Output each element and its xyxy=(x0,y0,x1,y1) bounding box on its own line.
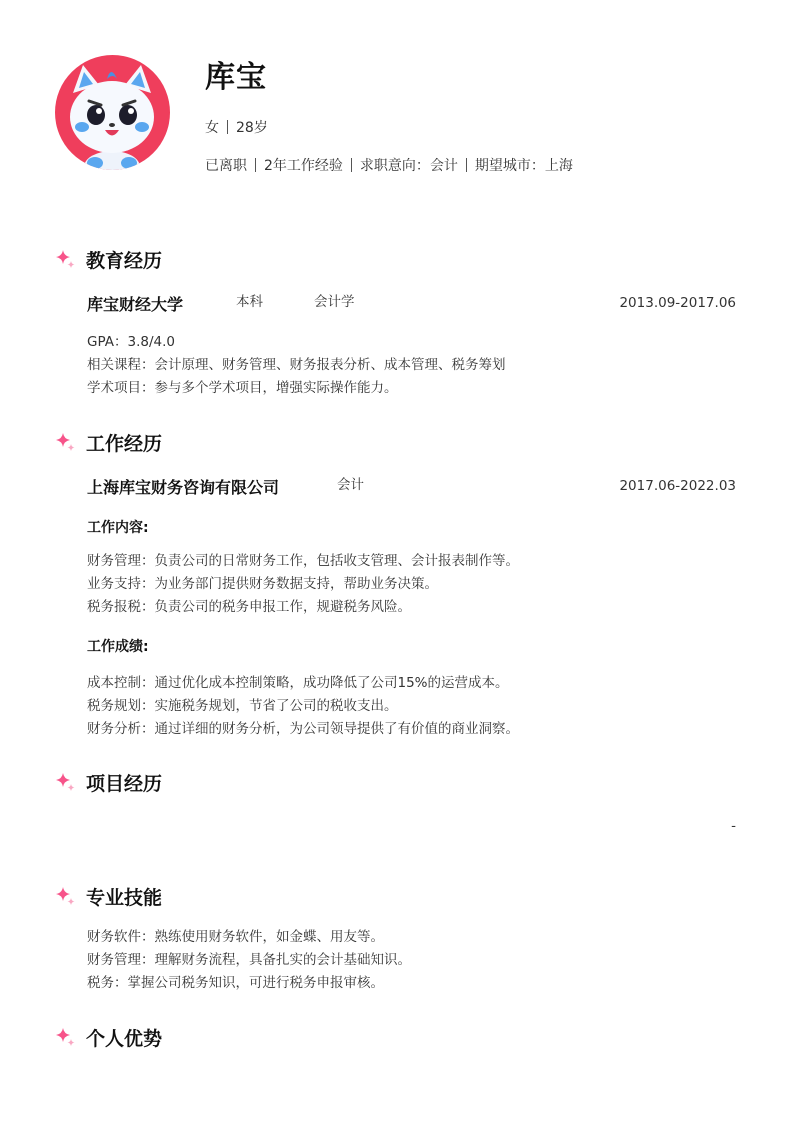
work-content-item: 财务管理：负责公司的日常财务工作，包括收支管理、会计报表制作等。 xyxy=(87,553,519,569)
company-name: 上海库宝财务咨询有限公司 xyxy=(87,478,280,497)
education-date: 2013.09-2017.06 xyxy=(619,295,736,311)
work-content-heading: 工作内容: xyxy=(87,520,149,536)
sparkle-icon xyxy=(55,1027,77,1049)
cat-mascot-icon xyxy=(55,55,170,170)
expected-city: 期望城市：上海 xyxy=(474,158,573,174)
gender: 女 xyxy=(205,120,219,136)
sparkle-icon xyxy=(55,886,77,908)
section-header-project xyxy=(55,769,162,796)
basic-info-line xyxy=(205,117,268,137)
divider xyxy=(466,158,467,172)
section-header-education xyxy=(55,246,162,273)
work-content-item: 税务报税：负责公司的税务申报工作，规避税务风险。 xyxy=(87,599,411,615)
candidate-name: 库宝 xyxy=(205,60,267,95)
school-name: 库宝财经大学 xyxy=(87,295,184,314)
skill-item: 税务：掌握公司税务知识，可进行税务申报审核。 xyxy=(87,975,384,991)
section-title: 项目经历 xyxy=(86,773,163,795)
job-status: 已离职 xyxy=(205,158,247,174)
work-achievement-heading: 工作成绩: xyxy=(87,639,149,655)
work-date: 2017.06-2022.03 xyxy=(619,478,736,494)
work-achievement-item: 税务规划：实施税务规划，节省了公司的税收支出。 xyxy=(87,698,398,714)
job-intent: 求职意向：会计 xyxy=(359,158,458,174)
education-detail: GPA：3.8/4.0 xyxy=(87,334,175,350)
age: 28岁 xyxy=(236,120,268,136)
section-title: 专业技能 xyxy=(86,887,163,909)
skill-item: 财务软件：熟练使用财务软件，如金蝶、用友等。 xyxy=(87,929,384,945)
job-info-line xyxy=(205,155,573,175)
degree: 本科 xyxy=(236,294,263,310)
major: 会计学 xyxy=(314,294,355,310)
work-achievement-item: 财务分析：通过详细的财务分析，为公司领导提供了有价值的商业洞察。 xyxy=(87,721,519,737)
section-title: 个人优势 xyxy=(86,1028,163,1050)
skill-item: 财务管理：理解财务流程，具备扎实的会计基础知识。 xyxy=(87,952,411,968)
work-achievement-item: 成本控制：通过优化成本控制策略，成功降低了公司15%的运营成本。 xyxy=(87,675,509,691)
work-experience: 2年工作经验 xyxy=(264,158,343,174)
education-detail: 学术项目：参与多个学术项目，增强实际操作能力。 xyxy=(87,380,398,396)
section-header-skills xyxy=(55,883,162,910)
sparkle-icon xyxy=(55,249,77,271)
divider xyxy=(351,158,352,172)
job-role: 会计 xyxy=(337,477,364,493)
section-title: 教育经历 xyxy=(86,250,163,272)
project-date: - xyxy=(731,818,736,834)
sparkle-icon xyxy=(55,432,77,454)
divider xyxy=(227,120,228,134)
work-content-item: 业务支持：为业务部门提供财务数据支持，帮助业务决策。 xyxy=(87,576,438,592)
section-header-work xyxy=(55,429,162,456)
education-detail: 相关课程：会计原理、财务管理、财务报表分析、成本管理、税务筹划 xyxy=(87,357,506,373)
sparkle-icon xyxy=(55,772,77,794)
section-header-advantage xyxy=(55,1024,162,1051)
section-title: 工作经历 xyxy=(86,433,163,455)
divider xyxy=(255,158,256,172)
avatar xyxy=(55,55,170,170)
